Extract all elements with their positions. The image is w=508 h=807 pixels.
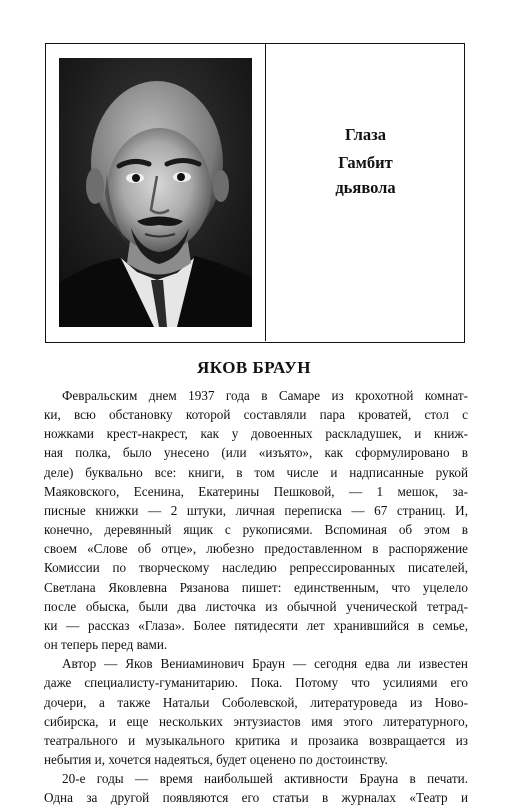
text-line: театрального и музыкального критика и прозаика возвращается из — [44, 732, 468, 748]
header-frame — [45, 43, 465, 343]
text-line: Светлана Яковлевна Рязанова пишет: единственным, что уцелело — [44, 579, 468, 595]
text-line: своем «Слове об отце», любезно предоставленном в распоряжение — [44, 541, 468, 557]
text-line: небытия и, хочется надеяться, будет оценено по достоинству. — [44, 751, 388, 767]
text-line: конечно, деревянный ящик с рукописями. Вспоминая об этом в — [44, 522, 468, 538]
body-text — [44, 386, 468, 807]
text-line: Февральским днем 1937 года в Самаре из крохотной комнат- — [62, 388, 468, 403]
paragraph-1 — [44, 386, 468, 654]
paragraph-3 — [44, 769, 468, 807]
text-line: ножками крест-накрест, как у довоенных раскладушек, и книж- — [44, 426, 468, 442]
text-line: сибирска, и еще нескольких энтузиастов имя этого литературного, — [44, 713, 468, 729]
text-line: Одна за другой появляются его статьи в журналах «Театр и — [44, 790, 468, 806]
text-line: Комиссии по творческому наследию репрессированных писателей, — [44, 560, 468, 576]
paragraph-2 — [44, 654, 468, 769]
text-line: он теперь перед вами. — [44, 637, 168, 653]
text-line: ки, всю обстановку которой составляли пара кроватей, стол с — [44, 407, 468, 423]
author-heading: ЯКОВ БРАУН — [197, 358, 311, 377]
text-line: писные книжки — 2 штуки, личная переписка — 67 страниц. И, — [44, 502, 468, 518]
story-titles — [268, 122, 463, 200]
story-title-2-line-2: дьявола — [335, 178, 396, 197]
text-line: Маяковского, Есенина, Екатерины Пешковой, — 1 мешок, за- — [44, 483, 468, 499]
text-line: деле) буквально все: книги, в том числе и надписанные рукой — [44, 464, 468, 480]
text-line: ки — рассказ «Глаза». Более пятидесяти лет хранившийся в семье, — [44, 617, 468, 633]
photo-cell — [46, 44, 266, 341]
story-title-1: Глаза — [344, 125, 387, 144]
story-title-2-line-1: Гамбит — [338, 153, 393, 172]
text-line: 20-е годы — время наибольшей активности Брауна в печати. — [62, 771, 468, 787]
text-line: после обыска, были два листочка из обычной ученической тетрад- — [44, 598, 468, 614]
text-line: ная полка, было унесено (или «изъято», как сформулировано в — [44, 445, 468, 461]
text-line: Автор — Яков Вениаминович Браун — сегодня едва ли известен — [62, 656, 468, 672]
text-line: даже специалисту-гуманитарию. Пока. Потому что усилиями его — [44, 675, 468, 691]
text-line: дочери, а также Натальи Соболевской, литературоведа из Ново- — [44, 694, 468, 710]
author-portrait-photo — [59, 58, 252, 327]
